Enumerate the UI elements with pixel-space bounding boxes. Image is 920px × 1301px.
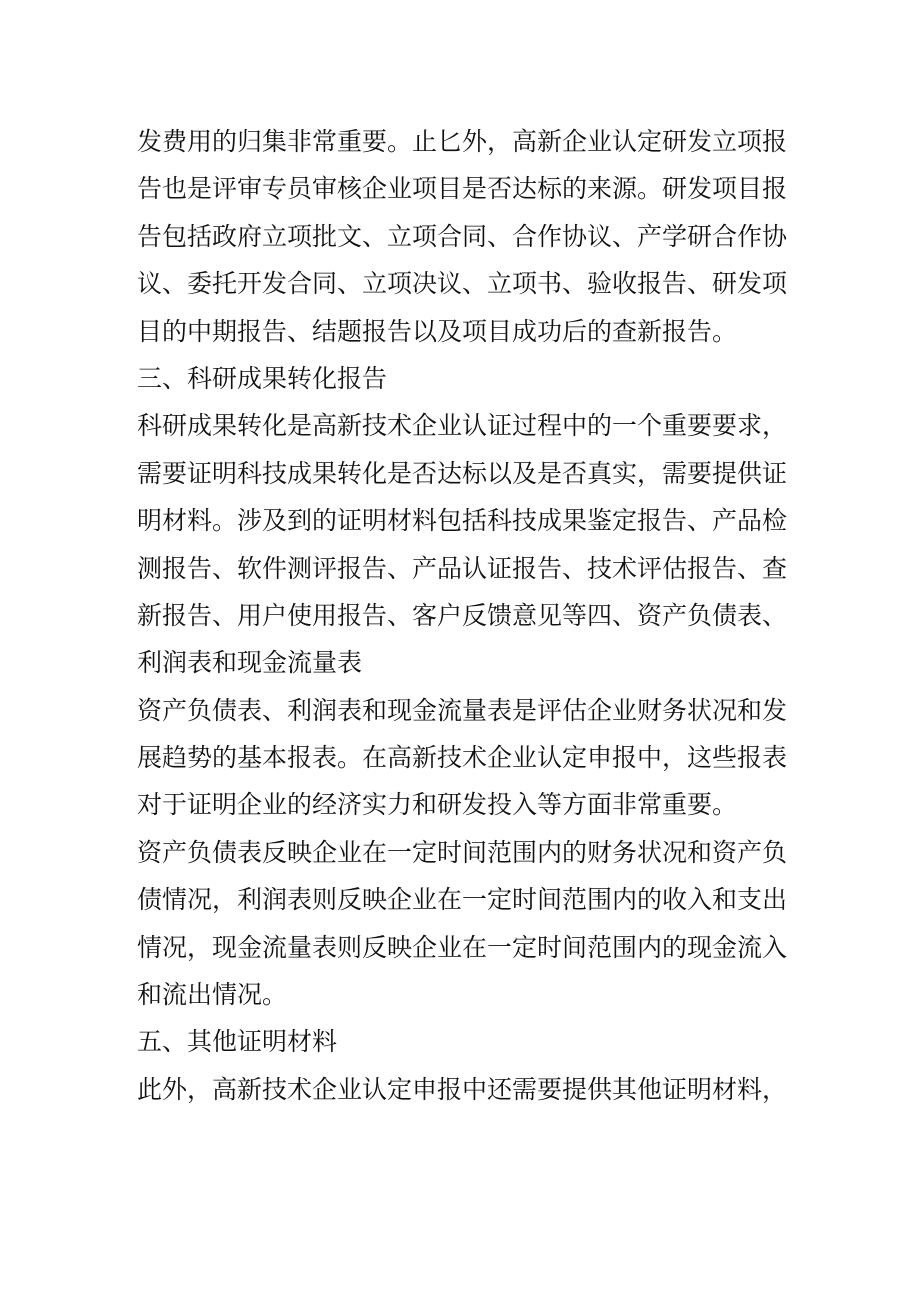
text-line: 此外，高新技术企业认定申报中还需要提供其他证明材料， xyxy=(137,1074,788,1104)
text-line: 议、委托开发合同、立项决议、立项书、验收报告、研发项 xyxy=(137,269,788,299)
text-line: 新报告、用户使用报告、客户反馈意见等四、资产负债表、 xyxy=(137,600,788,630)
section-heading: 三、科研成果转化报告 xyxy=(137,363,388,393)
section-heading: 五、其他证明材料 xyxy=(137,1027,338,1057)
text-line: 目的中期报告、结题报告以及项目成功后的查新报告。 xyxy=(137,316,738,346)
text-line: 需要证明科技成果转化是否达标以及是否真实，需要提供证 xyxy=(137,458,788,488)
text-line: 情况，现金流量表则反映企业在一定时间范围内的现金流入 xyxy=(137,932,788,962)
text-line: 展趋势的基本报表。在高新技术企业认定申报中，这些报表 xyxy=(137,743,788,773)
text-line: 测报告、软件测评报告、产品认证报告、技术评估报告、查 xyxy=(137,553,788,583)
text-line: 利润表和现金流量表 xyxy=(137,648,363,678)
text-line: 对于证明企业的经济实力和研发投入等方面非常重要。 xyxy=(137,790,738,820)
text-line: 和流出情况。 xyxy=(137,980,288,1010)
text-line: 资产负债表、利润表和现金流量表是评估企业财务状况和发 xyxy=(137,695,788,725)
text-line: 发费用的归集非常重要。止匕外，高新企业认定研发立项报 xyxy=(137,127,788,156)
text-line: 明材料。涉及到的证明材料包括科技成果鉴定报告、产品检 xyxy=(137,506,788,536)
text-line: 资产负债表反映企业在一定时间范围内的财务状况和资产负 xyxy=(137,837,788,867)
text-line: 债情况，利润表则反映企业在一定时间范围内的收入和支出 xyxy=(137,885,788,915)
text-line: 告包括政府立项批文、立项合同、合作协议、产学研合作协 xyxy=(137,221,788,251)
text-line: 科研成果转化是高新技术企业认证过程中的一个重要要求， xyxy=(137,411,788,441)
document-body xyxy=(137,118,792,1113)
text-line: 告也是评审专员审核企业项目是否达标的来源。研发项目报 xyxy=(137,174,788,204)
